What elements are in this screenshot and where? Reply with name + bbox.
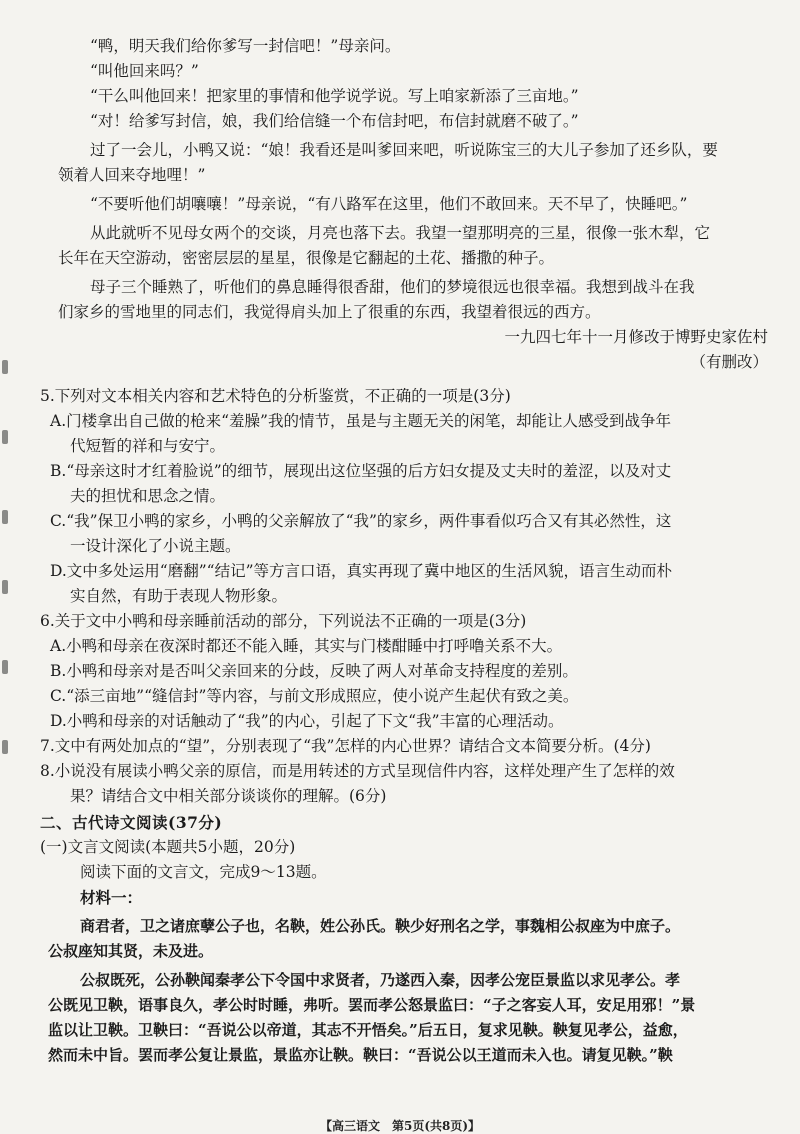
story-line: 领着人回来夺地哩！”: [58, 166, 206, 184]
question-5-option-c-cont: 一设计深化了小说主题。: [70, 537, 241, 555]
question-6-option-a: A.小鸭和母亲在夜深时都还不能入睡，其实与门楼酣睡中打呼噜关系不大。: [50, 637, 563, 655]
question-5-option-c: C.“我”保卫小鸭的家乡，小鸭的父亲解放了“我”的家乡，两件事看似巧合又有其必然性，这: [50, 512, 672, 530]
question-5-option-d: D.文中多处运用“磨翻”“结记”等方言口语，真实再现了冀中地区的生活风貌，语言生动而朴: [50, 562, 673, 580]
material-label: 材料一：: [80, 888, 143, 907]
story-line: 长年在天空游动，密密层层的星星，很像是它翻起的土花、播撒的种子。: [58, 249, 555, 267]
classical-text-line: 公叔座知其贤，未及进。: [48, 942, 214, 960]
story-line: “不要听他们胡嚷嚷！”母亲说，“有八路军在这里，他们不敢回来。天不早了，快睡吧。”: [90, 195, 688, 213]
question-5-stem: 5.下列对文本相关内容和艺术特色的分析鉴赏，不正确的一项是(3分): [40, 387, 511, 405]
story-line: 过了一会儿，小鸭又说：“娘！我看还是叫爹回来吧，听说陈宝三的大儿子参加了还乡队，要: [90, 141, 718, 159]
story-note: （有删改）: [690, 353, 768, 371]
section-2-subtitle: (一)文言文阅读(本题共5小题，20分): [40, 838, 296, 856]
question-8-cont: 果？请结合文中相关部分谈谈你的理解。(6分): [70, 787, 387, 805]
question-7: 7.文中有两处加点的“望”，分别表现了“我”怎样的内心世界？请结合文本简要分析。(4分): [40, 737, 651, 755]
question-6-option-b: B.小鸭和母亲对是否叫父亲回来的分歧，反映了两人对革命支持程度的差别。: [50, 662, 578, 680]
questions-block: [40, 384, 770, 809]
section-2-instruction: 阅读下面的文言文，完成9～13题。: [80, 863, 327, 881]
question-5-option-a: A.门楼拿出自己做的枪来“羞臊”我的情节，虽是与主题无关的闲笔，却能让人感受到战争年: [50, 412, 671, 430]
story-line: 们家乡的雪地里的同志们，我觉得肩头加上了很重的东西，我望着很远的西方。: [58, 303, 601, 321]
page-footer: 【高三语文 第5页(共8页)】: [319, 1119, 481, 1133]
story-passage: [58, 34, 768, 375]
story-line: “对！给爹写封信，娘，我们给信缝一个布信封吧，布信封就磨不破了。”: [90, 112, 579, 130]
binding-margin-marks: [2, 360, 14, 780]
story-line: 母子三个睡熟了，听他们的鼻息睡得很香甜，他们的梦境很远也很幸福。我想到战斗在我: [90, 278, 695, 296]
section-2: [40, 810, 770, 1068]
classical-text-line: 然而未中旨。罢而孝公复让景监，景监亦让鞅。鞅曰：“吾说公以王道而未入也。请复见鞅。”鞅: [48, 1046, 673, 1064]
classical-text-line: 监以让卫鞅。卫鞅曰：“吾说公以帝道，其志不开悟矣。”后五日，复求见鞅。鞅复见孝公，益愈，: [48, 1021, 688, 1039]
question-5-option-b-cont: 夫的担忧和思念之情。: [70, 487, 226, 505]
question-5-option-a-cont: 代短暂的祥和与安宁。: [70, 437, 226, 455]
classical-text-line: 公叔既死，公孙鞅闻秦孝公下令国中求贤者，乃遂西入秦，因孝公宠臣景监以求见孝公。孝: [80, 971, 681, 989]
story-signature: 一九四七年十一月修改于博野史家佐村: [504, 328, 768, 346]
story-line: 从此就听不见母女两个的交谈，月亮也落下去。我望一望那明亮的三星，很像一张木犁，它: [90, 224, 711, 242]
story-line: “鸭，明天我们给你爹写一封信吧！”母亲问。: [90, 37, 401, 55]
question-6-option-c: C.“添三亩地”“缝信封”等内容，与前文形成照应，使小说产生起伏有致之美。: [50, 687, 579, 705]
story-line: “叫他回来吗？”: [90, 62, 199, 80]
question-8: 8.小说没有展读小鸭父亲的原信，而是用转述的方式呈现信件内容，这样处理产生了怎样的效: [40, 762, 675, 780]
question-6-option-d: D.小鸭和母亲的对话触动了“我”的内心，引起了下文“我”丰富的心理活动。: [50, 712, 564, 730]
section-2-title: 二、古代诗文阅读(37分): [40, 813, 223, 832]
question-5-option-d-cont: 实自然，有助于表现人物形象。: [70, 587, 288, 605]
classical-text-line: 商君者，卫之诸庶孽公子也，名鞅，姓公孙氏。鞅少好刑名之学，事魏相公叔座为中庶子。: [80, 917, 681, 935]
question-6-stem: 6.关于文中小鸭和母亲睡前活动的部分，下列说法不正确的一项是(3分): [40, 612, 527, 630]
story-line: “干么叫他回来！把家里的事情和他学说学说。写上咱家新添了三亩地。”: [90, 87, 579, 105]
question-5-option-b: B.“母亲这时才红着脸说”的细节，展现出这位坚强的后方妇女提及丈夫时的羞涩，以及对丈: [50, 462, 672, 480]
classical-text-line: 公既见卫鞅，语事良久，孝公时时睡，弗听。罢而孝公怒景监曰：“子之客妄人耳，安足用邪！”景: [48, 996, 696, 1014]
